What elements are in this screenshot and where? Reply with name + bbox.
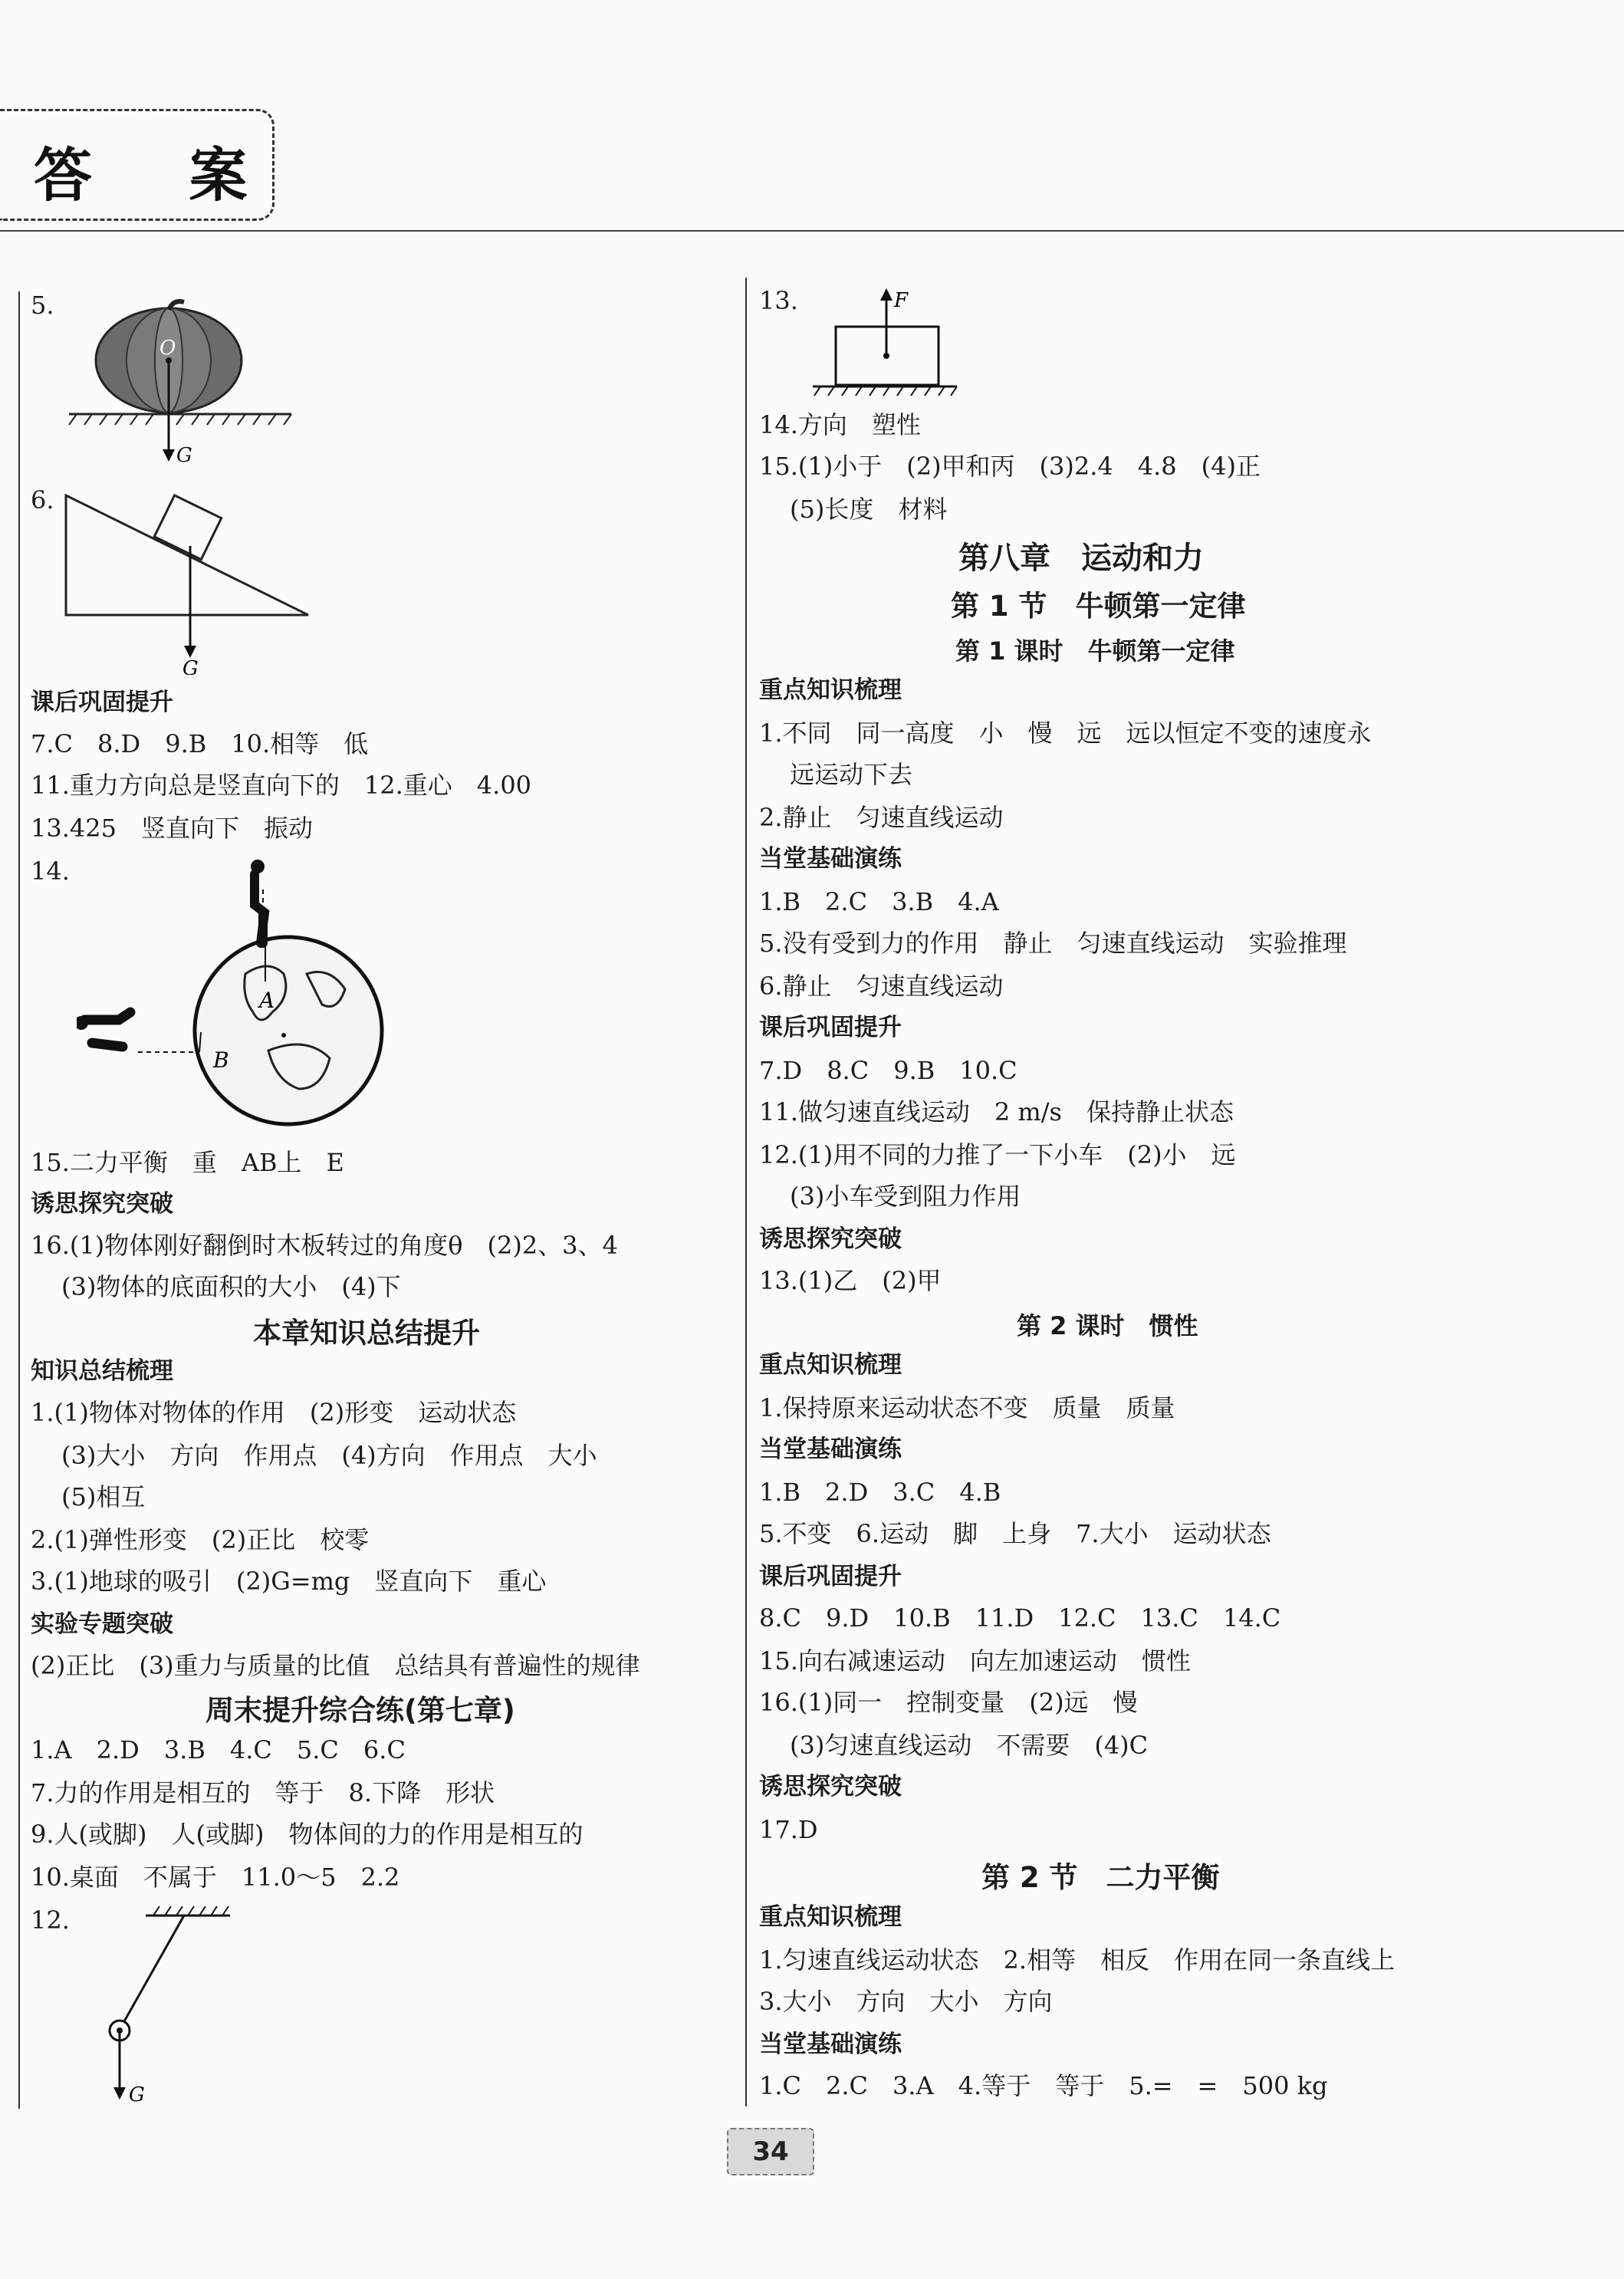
section-knowledge-summary: 知识总结梳理	[31, 1357, 173, 1385]
answer-line: 1.A 2.D 3.B 4.C 5.C 6.C	[31, 1735, 406, 1764]
answer-line: 8.C 9.D 10.B 11.D 12.C 13.C 14.C	[759, 1603, 1281, 1633]
answer-line: 2.(1)弹性形变 (2)正比 校零	[31, 1525, 370, 1554]
answer-line: 1.匀速直线运动状态 2.相等 相反 作用在同一条直线上	[759, 1945, 1396, 1975]
answer-line: 11.重力方向总是竖直向下的 12.重心 4.00	[31, 771, 532, 800]
section-class-practice-2: 当堂基础演练	[759, 1435, 902, 1463]
answer-line: 7.D 8.C 9.B 10.C	[759, 1056, 1017, 1085]
label-o: O	[159, 337, 176, 360]
question-12-label: 12.	[31, 1906, 70, 1935]
answer-line: 3.(1)地球的吸引 (2)G=mg 竖直向下 重心	[31, 1567, 547, 1596]
section-homework-3: 课后巩固提升	[759, 1563, 902, 1590]
answer-line: 1.C 2.C 3.A 4.等于 等于 5.= = 500 kg	[759, 2071, 1328, 2100]
answer-line: (3)大小 方向 作用点 (4)方向 作用点 大小	[61, 1441, 597, 1470]
question-5-label: 5.	[31, 291, 54, 320]
section-key-knowledge-2: 重点知识梳理	[759, 1351, 902, 1379]
answer-line: 16.(1)物体刚好翻倒时木板转过的角度θ (2)2、3、4	[31, 1231, 618, 1260]
answer-line: (2)正比 (3)重力与质量的比值 总结具有普遍性的规律	[31, 1651, 640, 1680]
answer-line: 11.做匀速直线运动 2 m/s 保持静止状态	[759, 1097, 1234, 1126]
answer-line: 5.不变 6.运动 脚 上身 7.大小 运动状态	[759, 1519, 1271, 1548]
answer-line: 16.(1)同一 控制变量 (2)远 慢	[759, 1688, 1138, 1717]
section-explore-3: 诱思探究突破	[759, 1773, 902, 1801]
question-6-label: 6.	[31, 485, 54, 515]
answer-line: 13.425 竖直向下 振动	[31, 814, 313, 843]
page-number: 34	[727, 2128, 814, 2175]
weekend-practice-heading: 周末提升综合练(第七章)	[205, 1694, 515, 1727]
section-key-knowledge-1: 重点知识梳理	[759, 676, 902, 704]
answer-line: 15.(1)小于 (2)甲和丙 (3)2.4 4.8 (4)正	[759, 452, 1261, 481]
answer-line: (3)物体的底面积的大小 (4)下	[61, 1272, 401, 1301]
earth-plumb-diagram	[77, 859, 399, 1135]
answer-header-title: 答 案	[34, 141, 286, 209]
answer-line: 14.方向 塑性	[759, 410, 921, 439]
column-divider	[745, 278, 747, 2106]
answer-line: 6.静止 匀速直线运动	[759, 972, 1004, 1001]
answer-line: 远运动下去	[790, 760, 913, 789]
label-g: G	[129, 2083, 145, 2106]
section-experiment: 实验专题突破	[31, 1610, 173, 1638]
lesson-1-heading: 第 1 课时 牛顿第一定律	[955, 636, 1235, 666]
chapter-8-heading: 第八章 运动和力	[958, 541, 1204, 576]
question-14-label: 14.	[31, 857, 70, 886]
pendulum-gravity-diagram	[77, 1900, 261, 2107]
question-13-label: 13.	[759, 286, 798, 315]
section-homework-1: 课后巩固提升	[31, 689, 173, 716]
section-class-practice-3: 当堂基础演练	[759, 2031, 902, 2058]
answer-line: (3)匀速直线运动 不需要 (4)C	[790, 1731, 1149, 1760]
section-class-practice-1: 当堂基础演练	[759, 845, 902, 873]
answer-line: 13.(1)乙 (2)甲	[759, 1266, 942, 1295]
answer-line: 1.B 2.D 3.C 4.B	[759, 1478, 1001, 1507]
answer-line: 1.(1)物体对物体的作用 (2)形变 运动状态	[31, 1398, 517, 1427]
label-g: G	[176, 444, 192, 467]
answer-line: 17.D	[759, 1815, 818, 1844]
label-b: B	[213, 1047, 229, 1073]
answer-line: (5)长度 材料	[790, 495, 948, 524]
answer-line: 12.(1)用不同的力推了一下小车 (2)小 远	[759, 1140, 1236, 1169]
answer-line: 1.B 2.C 3.B 4.A	[759, 887, 999, 916]
block-force-diagram	[805, 284, 1004, 399]
header-divider	[0, 230, 1624, 232]
lesson-2-heading: 第 2 课时 惯性	[1017, 1311, 1198, 1340]
incline-block-diagram	[61, 483, 322, 675]
left-margin-rule	[18, 291, 20, 2109]
answer-line: 9.人(或脚) 人(或脚) 物体间的力的作用是相互的	[31, 1820, 584, 1849]
label-g: G	[182, 657, 199, 675]
answer-line: 7.力的作用是相互的 等于 8.下降 形状	[31, 1778, 495, 1807]
label-f: F	[894, 289, 909, 312]
answer-line: 15.二力平衡 重 AB上 E	[31, 1148, 344, 1177]
section-explore-2: 诱思探究突破	[759, 1225, 902, 1253]
answer-line: (5)相互	[61, 1482, 146, 1511]
answer-line: 7.C 8.D 9.B 10.相等 低	[31, 729, 369, 758]
answer-line: 2.静止 匀速直线运动	[759, 803, 1004, 832]
section-explore-1: 诱思探究突破	[31, 1190, 173, 1218]
answer-line: 5.没有受到力的作用 静止 匀速直线运动 实验推理	[759, 929, 1347, 958]
pumpkin-gravity-diagram	[61, 299, 322, 475]
answer-line: (3)小车受到阻力作用	[790, 1182, 1021, 1211]
answer-line: 3.大小 方向 大小 方向	[759, 1987, 1053, 2016]
section-1-heading: 第 1 节 牛顿第一定律	[951, 590, 1246, 623]
answer-line: 15.向右减速运动 向左加速运动 惯性	[759, 1646, 1191, 1676]
chapter-summary-heading: 本章知识总结提升	[253, 1317, 480, 1350]
answer-line: 1.不同 同一高度 小 慢 远 远以恒定不变的速度永	[759, 719, 1372, 748]
answer-line: 1.保持原来运动状态不变 质量 质量	[759, 1393, 1175, 1422]
section-2-heading: 第 2 节 二力平衡	[981, 1861, 1220, 1894]
label-a: A	[259, 988, 275, 1013]
section-homework-2: 课后巩固提升	[759, 1014, 902, 1041]
answer-line: 10.桌面 不属于 11.0～5 2.2	[31, 1863, 400, 1892]
section-key-knowledge-3: 重点知识梳理	[759, 1903, 902, 1931]
